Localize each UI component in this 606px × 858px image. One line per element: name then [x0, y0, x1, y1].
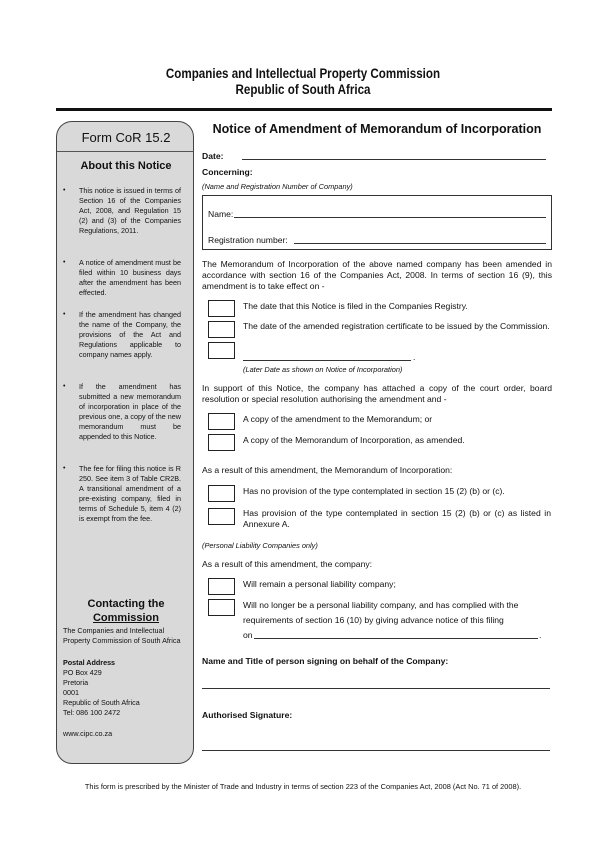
no-longer-liability-label-cont: requirements of section 16 (10) by giving advance notice of this filing — [243, 615, 504, 625]
no-longer-liability-checkbox[interactable] — [208, 599, 235, 616]
footer-note: This form is prescribed by the Minister of Trade and Industry in terms of section 223 of the Companies Act, 2008 (Act No. 71 of 2008). — [84, 782, 522, 791]
about-heading: About this Notice — [80, 160, 172, 172]
header-rule — [56, 108, 552, 111]
has-provision-label: Has provision of the type contemplated in section 15 (2) (b) or (c) as listed in Annexure A. — [243, 508, 551, 529]
no-provision-label: Has no provision of the type contemplated in section 15 (2) (b) or (c). — [243, 486, 505, 496]
filing-date-field[interactable] — [254, 638, 538, 639]
filing-date-period: . — [539, 630, 542, 640]
attach-amendment-checkbox[interactable] — [208, 413, 235, 430]
postal-line: Republic of South Africa — [63, 698, 140, 707]
about-item: This notice is issued in terms of Section 16 of the Companies Act, 2008, and Regulation 15 (2) and (3) of the Companies Regulations, 2011. — [79, 186, 181, 235]
attach-amendment-label: A copy of the amendment to the Memorandum; or — [243, 414, 433, 424]
effect-certificate-label: The date of the amended registration certificate to be issued by the Commission. — [243, 321, 550, 331]
date-label: Date: — [202, 151, 224, 161]
remain-liability-checkbox[interactable] — [208, 578, 235, 595]
signer-name-field[interactable] — [202, 688, 550, 689]
company-result-paragraph: As a result of this amendment, the company: — [202, 559, 373, 569]
personal-liability-note: (Personal Liability Companies only) — [202, 541, 318, 550]
website-link[interactable]: www.cipc.co.za — [63, 729, 113, 738]
effect-later-date-checkbox[interactable] — [208, 342, 235, 359]
registration-label: Registration number: — [208, 235, 288, 245]
about-item: The fee for filing this notice is R 250. See item 3 of Table CR2B. A transitional amendment of a pre-existing company, filed in terms of Schedule 5, item 4 (2) is exempt from the fee. — [79, 464, 181, 523]
about-item: If the amendment has changed the name of the Company, the provisions of the Act and Regulations applicable to company names apply. — [79, 310, 181, 359]
attach-memorandum-checkbox[interactable] — [208, 434, 235, 451]
effect-filed-label: The date that this Notice is filed in the Companies Registry. — [243, 301, 468, 311]
later-date-note: (Later Date as shown on Notice of Incorporation) — [243, 365, 403, 374]
remain-liability-label: Will remain a personal liability company; — [243, 579, 396, 589]
signer-name-label: Name and Title of person signing on behalf of the Company: — [202, 656, 449, 666]
commission-name-heading: Companies and Intellectual Property Commission — [165, 66, 441, 81]
effect-filed-checkbox[interactable] — [208, 300, 235, 317]
about-item: If the amendment has submitted a new memorandum of incorporation in place of the previous one, a copy of the new memorandum must be appended to this Notice. — [79, 382, 181, 441]
commission-full-name: The Companies and Intellectual Property Commission of South Africa — [63, 626, 181, 645]
info-sidebar — [56, 121, 194, 764]
later-date-field[interactable] — [243, 360, 411, 361]
filing-date-on-label: on — [243, 630, 253, 640]
bullet-icon: • — [63, 383, 66, 390]
country-heading: Republic of South Africa — [235, 82, 371, 97]
postal-line: PO Box 429 — [63, 668, 102, 677]
attach-memorandum-label: A copy of the Memorandum of Incorporation, as amended. — [243, 435, 465, 445]
effect-certificate-checkbox[interactable] — [208, 321, 235, 338]
no-longer-liability-label: Will no longer be a personal liability company, and has complied with the — [243, 600, 519, 610]
sidebar-divider — [57, 151, 193, 152]
has-provision-checkbox[interactable] — [208, 508, 235, 525]
bullet-icon: • — [63, 465, 66, 472]
support-paragraph: In support of this Notice, the company has attached a copy of the court order, board resolution or special resolution authorising the amendment and - — [202, 383, 552, 404]
contact-heading: Contacting the — [87, 598, 165, 610]
postal-line: 0001 — [63, 688, 79, 697]
date-field[interactable] — [242, 159, 546, 160]
signature-label: Authorised Signature: — [202, 710, 293, 720]
name-label: Name: — [208, 209, 234, 219]
no-provision-checkbox[interactable] — [208, 485, 235, 502]
signature-field[interactable] — [202, 750, 550, 751]
result-paragraph: As a result of this amendment, the Memorandum of Incorporation: — [202, 465, 453, 475]
contact-heading-commission: Commission — [92, 612, 159, 624]
company-name-field[interactable] — [234, 217, 546, 218]
phone-number: Tel: 086 100 2472 — [63, 708, 121, 717]
about-item: A notice of amendment must be filed within 10 business days after the amendment has been effected. — [79, 258, 181, 297]
amendment-paragraph: The Memorandum of Incorporation of the above named company has been amended in accordance with section 16 of the Companies Act, 2008. In terms of section 16 (9), this amendment is to take effect on - — [202, 259, 552, 291]
postal-heading: Postal Address — [63, 658, 116, 667]
postal-line: Pretoria — [63, 678, 89, 687]
bullet-icon: • — [63, 187, 66, 194]
form-title: Notice of Amendment of Memorandum of Incorporation — [212, 122, 542, 136]
later-date-period: . — [413, 352, 416, 362]
concerning-label: Concerning: — [202, 167, 253, 177]
concerning-note: (Name and Registration Number of Company) — [202, 182, 353, 191]
form-number: Form CoR 15.2 — [81, 130, 171, 145]
bullet-icon: • — [63, 311, 66, 318]
bullet-icon: • — [63, 259, 66, 266]
registration-number-field[interactable] — [294, 243, 546, 244]
